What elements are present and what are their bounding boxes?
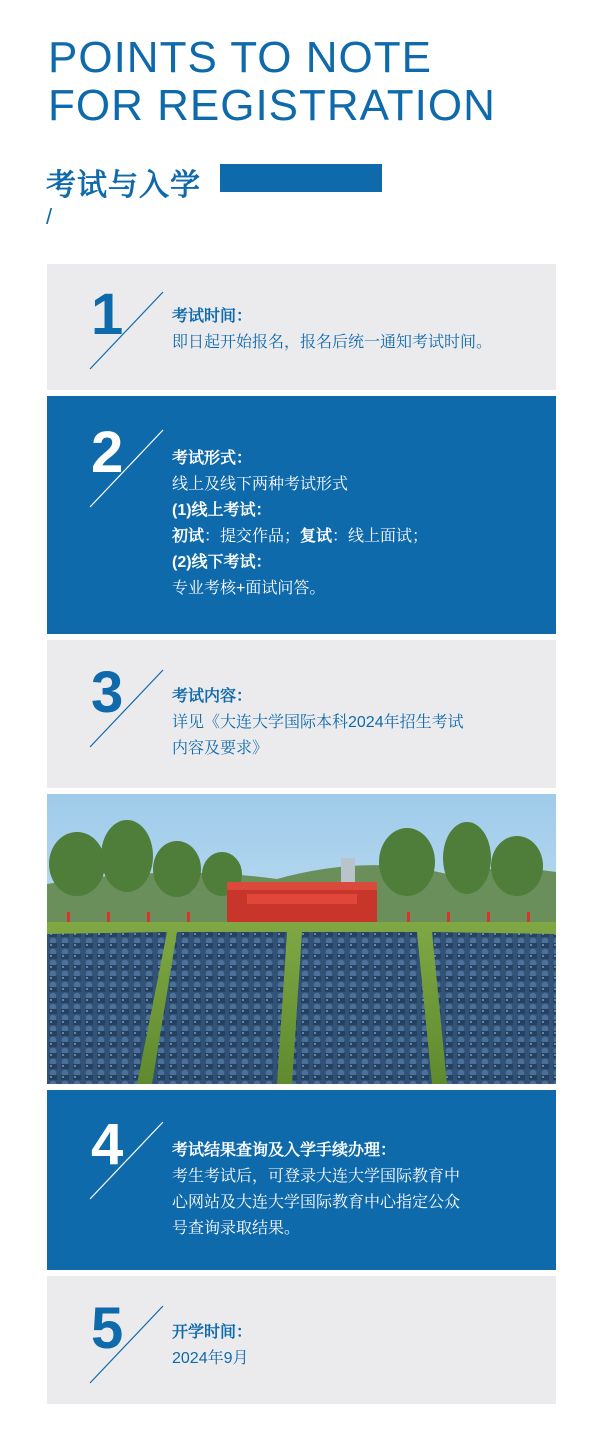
card-line: 内容及要求》: [172, 740, 269, 757]
card-text: [172, 1320, 536, 1372]
card-label: 考试时间：: [172, 308, 253, 325]
online-exam-detail: [172, 524, 536, 550]
card-number: 3: [91, 660, 124, 725]
page-title-line-2: FOR REGISTRATION: [48, 81, 496, 130]
offline-exam-detail: 专业考核+面试问答。: [172, 580, 326, 597]
card-number: 4: [91, 1112, 124, 1177]
info-card-1: [47, 264, 556, 390]
card-line: 心网站及大连大学国际教育中心指定公众: [172, 1194, 461, 1211]
info-card-3: [47, 640, 556, 788]
card-text: [172, 684, 536, 762]
card-text: [172, 1138, 536, 1242]
card-number: 5: [91, 1296, 124, 1361]
card-label: 考试形式：: [172, 450, 253, 467]
second-round-text: ：线上面试；: [332, 528, 429, 545]
diagonal-line-icon: [85, 1298, 165, 1388]
card-line: 详见《大连大学国际本科2024年招生考试: [172, 714, 464, 731]
card-number: 2: [91, 420, 124, 485]
page-title-line-1: POINTS TO NOTE: [48, 33, 432, 82]
section-slash: /: [46, 204, 53, 229]
card-label: 开学时间：: [172, 1324, 253, 1341]
first-round-text: ：提交作品；: [204, 528, 301, 545]
card-line: 即日起开始报名，报名后统一通知考试时间。: [172, 334, 493, 351]
card-label: 考试内容：: [172, 688, 253, 705]
card-text: [172, 446, 536, 602]
info-card-4: [47, 1090, 556, 1270]
offline-exam-label: (2)线下考试：: [172, 554, 272, 571]
first-round-label: 初试: [172, 528, 205, 545]
section-title: 考试与入学: [46, 169, 201, 202]
info-card-5: [47, 1276, 556, 1404]
online-exam-label: (1)线上考试：: [172, 502, 272, 519]
photo-illustration: [47, 794, 556, 1084]
diagonal-line-icon: [85, 662, 165, 752]
info-card-2: [47, 396, 556, 634]
military-training-photo: [47, 794, 556, 1084]
second-round-label: 复试: [300, 528, 333, 545]
card-line: 号查询录取结果。: [172, 1220, 301, 1237]
card-line: 线上及线下两种考试形式: [172, 476, 349, 493]
card-text: [172, 304, 536, 356]
diagonal-line-icon: [85, 422, 165, 512]
card-label: 考试结果查询及入学手续办理：: [172, 1142, 397, 1159]
card-line: 2024年9月: [172, 1350, 249, 1367]
diagonal-line-icon: [85, 284, 165, 374]
card-number: 1: [91, 282, 124, 347]
page-title: [48, 34, 496, 130]
diagonal-line-icon: [85, 1114, 165, 1204]
section-title-bar: [220, 164, 382, 192]
card-line: 考生考试后，可登录大连大学国际教育中: [172, 1168, 461, 1185]
